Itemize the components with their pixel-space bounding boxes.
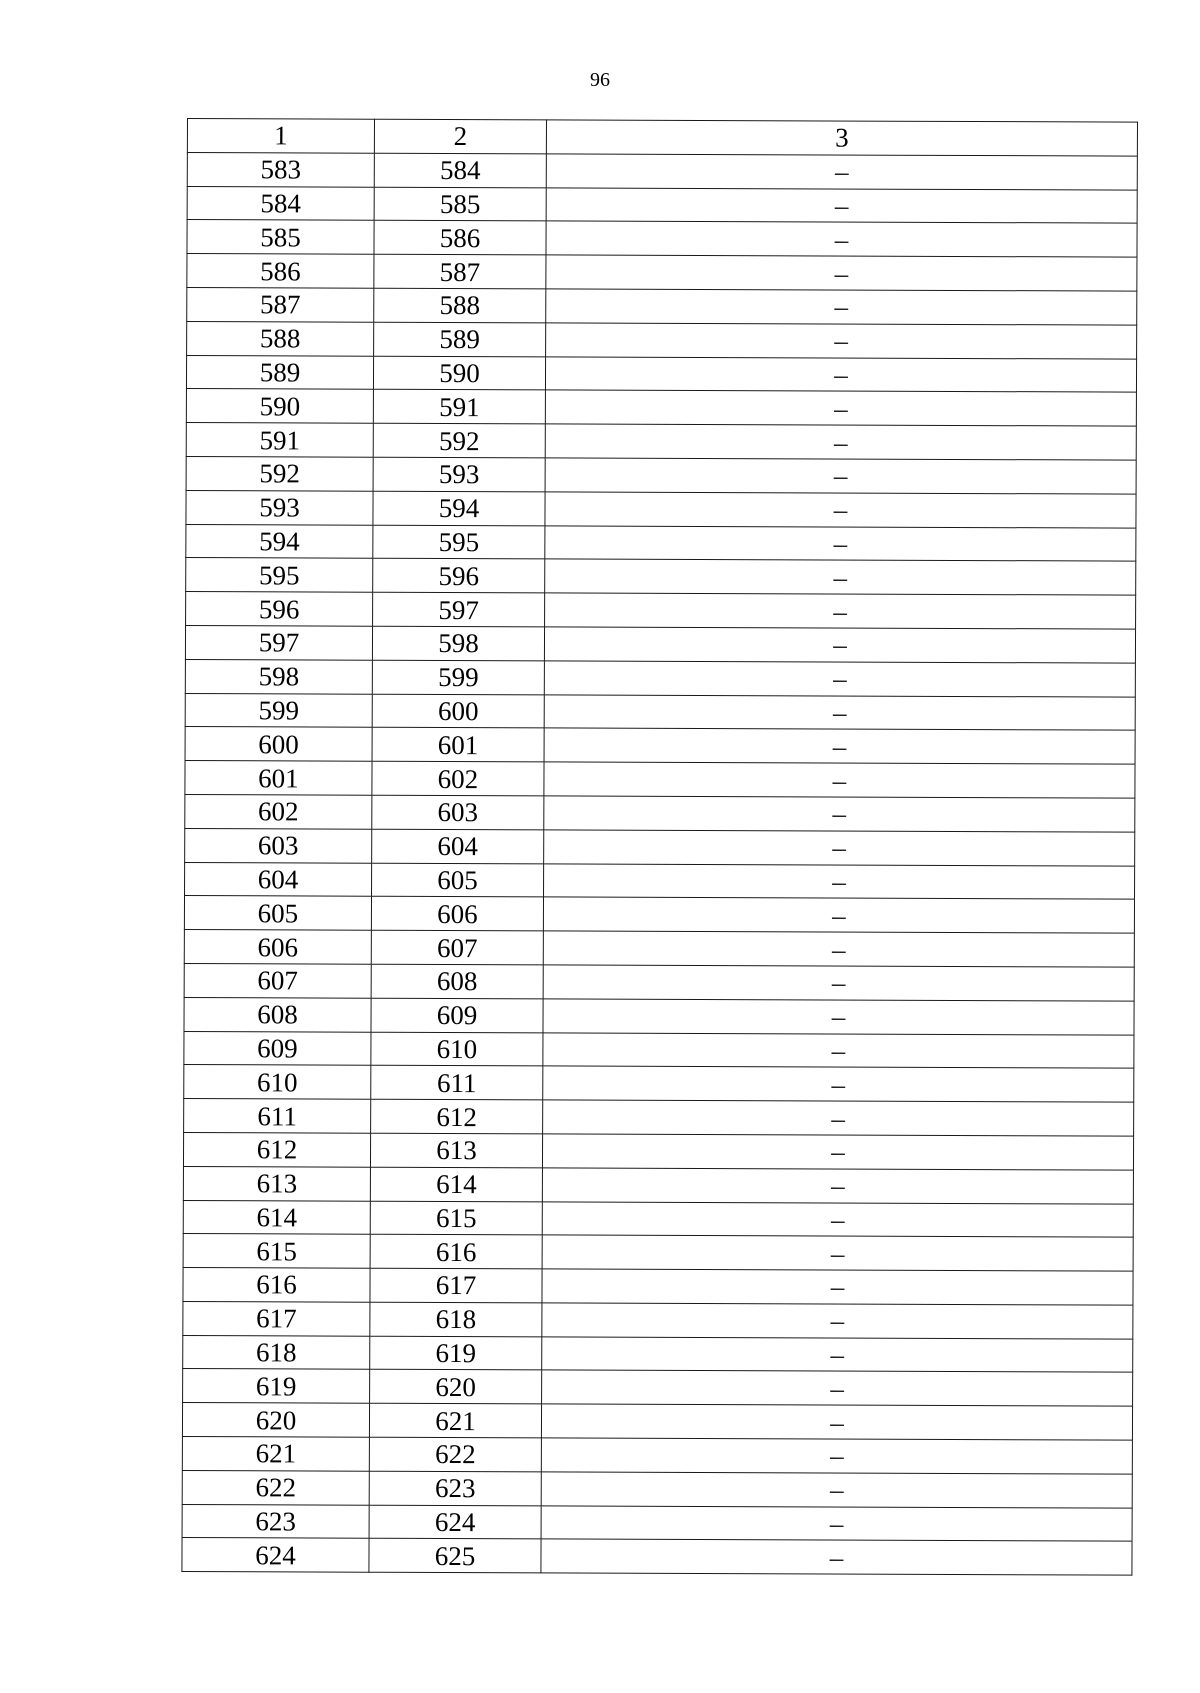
table-cell-col-1: 621 — [182, 1437, 369, 1472]
table-row — [183, 1301, 1133, 1338]
table-cell-col-3: – — [543, 1100, 1134, 1136]
table-cell-col-3: – — [544, 694, 1135, 730]
table-cell-col-1: 606 — [184, 930, 371, 965]
table-row — [184, 930, 1134, 967]
table-cell-col-3: – — [542, 1201, 1133, 1237]
table-cell-col-3: – — [542, 1303, 1133, 1339]
table-cell-col-1: 594 — [186, 524, 373, 559]
table-cell-col-2: 593 — [373, 457, 545, 491]
table-cell-col-1: 608 — [184, 997, 371, 1032]
table-row — [184, 896, 1134, 933]
table-cell-col-3: – — [541, 1438, 1132, 1474]
table-cell-col-2: 595 — [373, 525, 545, 559]
table-row — [184, 1031, 1134, 1068]
table-cell-col-3: – — [544, 762, 1135, 798]
table-cell-col-1: 593 — [186, 490, 373, 525]
table-cell-col-2: 625 — [369, 1539, 541, 1573]
table-cell-col-1: 596 — [186, 592, 373, 627]
table-cell-col-1: 615 — [183, 1234, 370, 1269]
table-row — [187, 287, 1137, 324]
table-cell-col-2: 598 — [372, 626, 544, 660]
table-cell-col-1: 592 — [186, 456, 373, 491]
table-cell-col-3: – — [545, 356, 1136, 392]
table-cell-col-1: 610 — [184, 1065, 371, 1100]
table-cell-col-1: 623 — [182, 1504, 369, 1539]
table-row — [185, 794, 1135, 831]
table-row — [182, 1504, 1132, 1541]
table-cell-col-1: 585 — [187, 220, 374, 255]
table-cell-col-1: 617 — [183, 1301, 370, 1336]
table-row — [184, 1099, 1134, 1136]
table-cell-col-3: – — [545, 525, 1136, 561]
table-cell-col-2: 622 — [369, 1437, 541, 1471]
table-row — [184, 963, 1134, 1000]
table-row — [187, 254, 1137, 291]
table-cell-col-1: 614 — [183, 1200, 370, 1235]
table-cell-col-2: 607 — [371, 930, 543, 964]
table-row — [186, 456, 1136, 493]
table-row — [187, 220, 1137, 257]
table-row — [183, 1200, 1133, 1237]
table-cell-col-3: – — [544, 627, 1135, 663]
table-row — [183, 1166, 1133, 1203]
table-cell-col-1: 624 — [182, 1538, 369, 1573]
table-cell-col-2: 621 — [369, 1403, 541, 1437]
table-row — [186, 558, 1136, 595]
table-cell-col-3: – — [541, 1472, 1132, 1508]
table-row — [186, 423, 1136, 460]
table-row — [186, 524, 1136, 561]
table-row — [186, 490, 1136, 527]
table-row — [183, 1335, 1133, 1372]
table-row — [187, 186, 1137, 223]
table-row — [182, 1437, 1132, 1474]
table-cell-col-1: 618 — [183, 1335, 370, 1370]
table-cell-col-1: 613 — [183, 1166, 370, 1201]
table-cell-col-3: – — [542, 1235, 1133, 1271]
table-cell-col-1: 616 — [183, 1268, 370, 1303]
table-cell-col-1: 586 — [187, 254, 374, 289]
table-cell-col-3: – — [546, 289, 1137, 325]
table-cell-col-1: 607 — [184, 963, 371, 998]
table-cell-col-3: – — [546, 187, 1137, 223]
table-cell-col-1: 599 — [185, 693, 372, 728]
table-cell-col-2: 610 — [371, 1032, 543, 1066]
table-cell-col-3: – — [541, 1506, 1132, 1542]
table-cell-col-3: – — [545, 492, 1136, 528]
table-cell-col-1: 583 — [187, 152, 374, 187]
table-cell-col-3: – — [543, 999, 1134, 1035]
table-cell-col-3: – — [545, 390, 1136, 426]
table-cell-col-2: 606 — [371, 897, 543, 931]
table-cell-col-2: 604 — [372, 829, 544, 863]
table-cell-col-2: 609 — [371, 998, 543, 1032]
table-row — [183, 1268, 1133, 1305]
table-row — [183, 1132, 1133, 1169]
table-row — [186, 592, 1136, 629]
table-cell-col-2: 613 — [370, 1133, 542, 1167]
table-cell-col-1: 589 — [186, 355, 373, 390]
page-number: 96 — [590, 69, 610, 91]
table-cell-col-3: – — [546, 255, 1137, 291]
table-cell-col-1: 587 — [187, 287, 374, 322]
column-header-1: 1 — [187, 119, 374, 154]
table-cell-col-3: – — [546, 221, 1137, 257]
table-container — [181, 118, 1137, 1576]
table-cell-col-2: 624 — [369, 1505, 541, 1539]
table-row — [183, 1234, 1133, 1271]
table-cell-col-2: 614 — [370, 1167, 542, 1201]
table-cell-col-1: 597 — [185, 625, 372, 660]
table-cell-col-2: 586 — [374, 221, 546, 255]
data-table — [181, 118, 1138, 1576]
table-cell-col-3: – — [543, 897, 1134, 933]
table-row — [186, 355, 1136, 392]
table-cell-col-1: 611 — [184, 1099, 371, 1134]
table-cell-col-3: – — [541, 1404, 1132, 1440]
table-cell-col-3: – — [544, 863, 1135, 899]
table-cell-col-1: 595 — [186, 558, 373, 593]
table-cell-col-2: 602 — [372, 761, 544, 795]
table-row — [185, 862, 1135, 899]
table-header-row — [187, 119, 1137, 156]
table-row — [182, 1538, 1132, 1575]
table-cell-col-2: 599 — [372, 660, 544, 694]
table-cell-col-2: 617 — [370, 1268, 542, 1302]
table-cell-col-1: 598 — [185, 659, 372, 694]
table-cell-col-1: 604 — [185, 862, 372, 897]
table-cell-col-2: 600 — [372, 694, 544, 728]
column-header-3: 3 — [546, 120, 1137, 156]
table-cell-col-1: 584 — [187, 186, 374, 221]
table-cell-col-1: 588 — [187, 321, 374, 356]
table-cell-col-1: 591 — [186, 423, 373, 458]
table-row — [183, 1369, 1133, 1406]
table-cell-col-2: 601 — [372, 728, 544, 762]
table-cell-col-3: – — [544, 728, 1135, 764]
table-cell-col-2: 608 — [371, 964, 543, 998]
table-cell-col-2: 618 — [370, 1302, 542, 1336]
table-cell-col-3: – — [544, 661, 1135, 697]
table-cell-col-3: – — [543, 1032, 1134, 1068]
table-cell-col-1: 602 — [185, 794, 372, 829]
table-row — [186, 389, 1136, 426]
table-row — [184, 997, 1134, 1034]
table-cell-col-2: 590 — [373, 356, 545, 390]
table-cell-col-3: – — [543, 931, 1134, 967]
table-cell-col-3: – — [545, 559, 1136, 595]
table-cell-col-3: – — [545, 424, 1136, 460]
table-cell-col-3: – — [542, 1370, 1133, 1406]
table-cell-col-3: – — [544, 830, 1135, 866]
table-cell-col-1: 600 — [185, 727, 372, 762]
table-cell-col-3: – — [546, 323, 1137, 359]
table-cell-col-2: 623 — [369, 1471, 541, 1505]
table-cell-col-3: – — [543, 965, 1134, 1001]
table-cell-col-3: – — [545, 458, 1136, 494]
column-header-2: 2 — [374, 119, 546, 153]
table-cell-col-3: – — [543, 1066, 1134, 1102]
table-cell-col-2: 588 — [374, 288, 546, 322]
table-cell-col-2: 596 — [373, 559, 545, 593]
table-cell-col-2: 615 — [370, 1201, 542, 1235]
table-cell-col-2: 591 — [373, 390, 545, 424]
table-cell-col-1: 620 — [182, 1403, 369, 1438]
table-row — [187, 321, 1137, 358]
table-cell-col-2: 585 — [374, 187, 546, 221]
table-cell-col-3: – — [541, 1539, 1132, 1575]
table-cell-col-2: 611 — [371, 1066, 543, 1100]
table-row — [187, 152, 1137, 189]
table-cell-col-3: – — [542, 1134, 1133, 1170]
table-cell-col-2: 597 — [373, 592, 545, 626]
table-cell-col-3: – — [542, 1168, 1133, 1204]
table-cell-col-1: 609 — [184, 1031, 371, 1066]
table-row — [184, 1065, 1134, 1102]
table-cell-col-2: 594 — [373, 491, 545, 525]
table-cell-col-1: 603 — [185, 828, 372, 863]
table-cell-col-2: 584 — [374, 153, 546, 187]
table-cell-col-1: 622 — [182, 1470, 369, 1505]
table-cell-col-2: 616 — [370, 1235, 542, 1269]
table-cell-col-1: 590 — [186, 389, 373, 424]
table-cell-col-1: 612 — [183, 1132, 370, 1167]
table-cell-col-2: 603 — [372, 795, 544, 829]
table-row — [182, 1403, 1132, 1440]
table-cell-col-3: – — [542, 1337, 1133, 1373]
table-cell-col-3: – — [546, 154, 1137, 190]
table-cell-col-1: 605 — [184, 896, 371, 931]
table-cell-col-3: – — [542, 1269, 1133, 1305]
table-cell-col-2: 587 — [374, 254, 546, 288]
table-cell-col-2: 605 — [372, 863, 544, 897]
table-cell-col-2: 592 — [373, 423, 545, 457]
table-row — [185, 693, 1135, 730]
table-row — [185, 828, 1135, 865]
table-cell-col-3: – — [545, 593, 1136, 629]
table-body — [182, 119, 1138, 1576]
table-cell-col-3: – — [544, 796, 1135, 832]
table-cell-col-1: 619 — [183, 1369, 370, 1404]
table-row — [185, 659, 1135, 696]
table-cell-col-2: 612 — [371, 1099, 543, 1133]
table-row — [185, 625, 1135, 662]
table-cell-col-2: 619 — [370, 1336, 542, 1370]
table-cell-col-2: 589 — [374, 322, 546, 356]
table-row — [182, 1470, 1132, 1507]
table-row — [185, 727, 1135, 764]
table-cell-col-1: 601 — [185, 761, 372, 796]
table-row — [185, 761, 1135, 798]
table-cell-col-2: 620 — [370, 1370, 542, 1404]
